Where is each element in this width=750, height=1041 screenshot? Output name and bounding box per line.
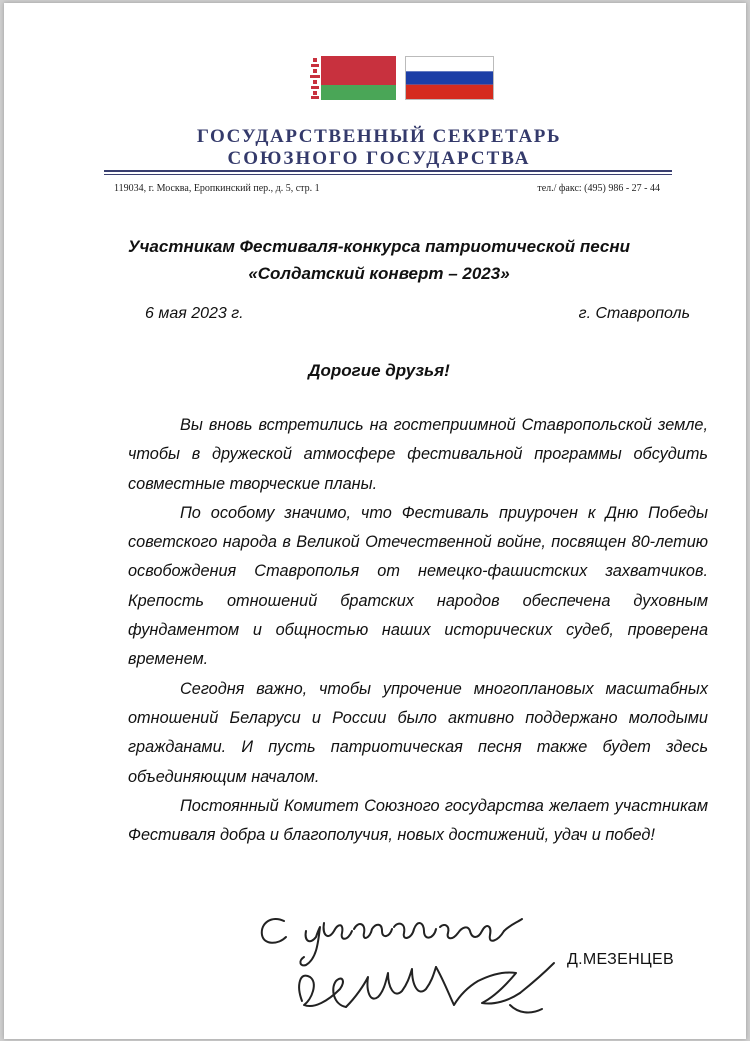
- signer-name: Д.МЕЗЕНЦЕВ: [567, 951, 674, 968]
- letter-page: [4, 3, 746, 1039]
- addressee-line1: Участникам Фестиваля-конкурса патриотической песни: [128, 237, 630, 256]
- letterhead-divider-thin: [104, 174, 672, 175]
- letterhead-divider: [104, 170, 672, 172]
- belarus-flag-icon: [309, 56, 396, 100]
- russia-flag-icon: [405, 56, 494, 100]
- letter-greeting: Дорогие друзья!: [308, 361, 450, 380]
- letterhead-phone: тел./ факс: (495) 986 - 27 - 44: [537, 183, 660, 194]
- letter-body: [128, 411, 708, 850]
- letter-paragraph: Постоянный Комитет Союзного государства желает участникам Фестиваля добра и благополучия, новых достижений, удач и побед!: [128, 796, 708, 845]
- letter-paragraph: Сегодня важно, чтобы упрочение многоплановых масштабных отношений Беларуси и России было активно поддержано молодыми гражданами. И пусть патриотическая песня также будет здесь объединяющим началом.: [128, 679, 708, 786]
- letterhead-address: 119034, г. Москва, Еропкинский пер., д. 5, стр. 1: [114, 183, 320, 194]
- letter-paragraph: По особому значимо, что Фестиваль приурочен к Дню Победы советского народа в Великой Отечественной войне, посвящен 80-летию освобождения Ставрополья от немецко-фашистских захватчиков. Крепость отношений братских народов обеспечена духовным фундаментом и общностью наших исторических судеб, проверена временем.: [128, 503, 708, 669]
- letter-date: 6 мая 2023 г.: [145, 305, 244, 322]
- addressee-line2: «Солдатский конверт – 2023»: [248, 264, 510, 283]
- handwritten-signature: [254, 901, 574, 1031]
- letterhead-title-line2: СОЮЗНОГО ГОСУДАРСТВА: [227, 148, 531, 169]
- letterhead-title-line1: ГОСУДАРСТВЕННЫЙ СЕКРЕТАРЬ: [196, 126, 562, 147]
- letter-city: г. Ставрополь: [578, 305, 690, 322]
- letter-paragraph: Вы вновь встретились на гостеприимной Ставропольской земле, чтобы в дружеской атмосфере фестивальной программы обсудить совместные творческие планы.: [128, 416, 708, 493]
